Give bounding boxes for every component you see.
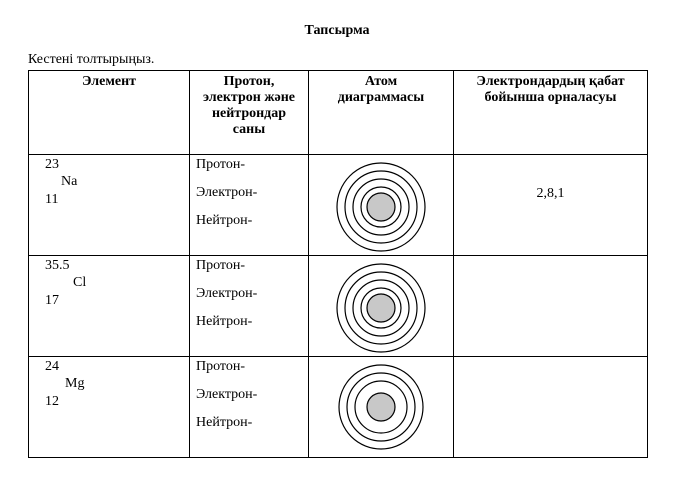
neutron-label: Нейтрон- <box>196 213 253 228</box>
element-cell <box>29 155 190 256</box>
element-symbol: Mg <box>65 376 85 391</box>
electron-config-value <box>454 357 647 388</box>
diagram-cell[interactable] <box>309 357 454 458</box>
particles-cell <box>190 155 309 256</box>
header-line: бойынша орналасуы <box>484 90 617 105</box>
element-table <box>28 70 648 458</box>
nucleus <box>367 294 395 322</box>
electron-label: Электрон- <box>196 286 258 301</box>
header-line: Электрондардың қабат <box>476 74 625 89</box>
proton-label: Протон- <box>196 258 246 273</box>
element-number: 12 <box>45 394 59 409</box>
diagram-cell[interactable] <box>309 256 454 357</box>
nucleus <box>367 193 395 221</box>
header-element <box>29 71 190 155</box>
config-cell[interactable] <box>454 357 648 458</box>
atom-diagram <box>337 363 425 451</box>
nucleus <box>367 393 395 421</box>
table-row <box>29 155 648 256</box>
element-number: 11 <box>45 192 59 207</box>
header-line: Атом <box>364 74 398 89</box>
header-electron-config <box>454 71 648 155</box>
header-atom-diagram <box>309 71 454 155</box>
electron-label: Электрон- <box>196 185 258 200</box>
proton-label: Протон- <box>196 359 246 374</box>
element-symbol: Cl <box>73 275 87 290</box>
config-cell[interactable] <box>454 256 648 357</box>
instruction-text: Кестені толтырыңыз. <box>28 52 155 67</box>
proton-label: Протон- <box>196 157 246 172</box>
table-row <box>29 357 648 458</box>
header-line: нейтрондар <box>211 106 287 121</box>
element-number: 17 <box>45 293 59 308</box>
electron-config-value: 2,8,1 <box>536 186 565 201</box>
header-line: саны <box>232 122 266 137</box>
neutron-label: Нейтрон- <box>196 415 253 430</box>
table-row <box>29 256 648 357</box>
header-line: Протон, <box>223 74 275 89</box>
element-symbol: Na <box>61 174 78 189</box>
element-cell <box>29 357 190 458</box>
element-mass: 35.5 <box>45 258 70 273</box>
element-cell <box>29 256 190 357</box>
particles-cell <box>190 256 309 357</box>
electron-config-value <box>454 256 647 287</box>
diagram-cell[interactable] <box>309 155 454 256</box>
page-title: Тапсырма <box>304 23 370 38</box>
atom-diagram <box>335 161 427 253</box>
element-mass: 23 <box>45 157 59 172</box>
particles-cell <box>190 357 309 458</box>
neutron-label: Нейтрон- <box>196 314 253 329</box>
atom-diagram <box>335 262 427 354</box>
table-header-row <box>29 71 648 155</box>
header-particles <box>190 71 309 155</box>
header-line: Элемент <box>81 74 137 89</box>
header-line: электрон және <box>203 90 295 105</box>
config-cell[interactable] <box>454 155 648 256</box>
electron-label: Электрон- <box>196 387 258 402</box>
element-mass: 24 <box>45 359 59 374</box>
header-line: диаграммасы <box>337 90 425 105</box>
